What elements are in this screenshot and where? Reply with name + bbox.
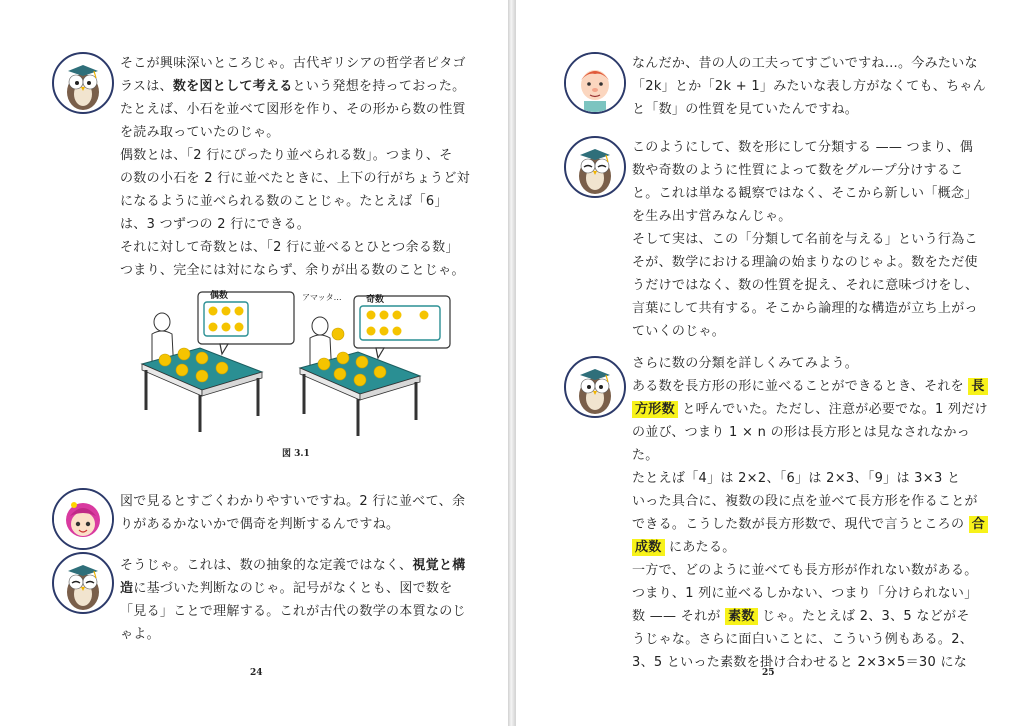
ball xyxy=(222,323,231,332)
text-line: いった具合に、複数の段に点を並べて長方形を作ることが xyxy=(632,494,978,509)
even-scene xyxy=(142,289,294,432)
owl-professor-avatar xyxy=(52,52,114,114)
text-line: りがあるかないかで偶奇を判断するんですね。 xyxy=(120,517,400,532)
text-line: うだけではなく、数の性質を捉え、それに意味づけをし、 xyxy=(632,278,979,293)
text-line: 方形数 と呼んでいた。ただし、注意が必要でな。1 列だけ xyxy=(632,398,988,421)
text-line: それに対して奇数とは、「2 行に並べるとひとつ余る数」 xyxy=(120,240,459,255)
text-line: できる。こうした数が長方形数で、現代で言うところの 合 xyxy=(632,513,988,536)
text-line: 言葉にして共有する。そこから論理的な構造が立ち上がっ xyxy=(632,301,978,316)
highlight-term: 成数 xyxy=(632,539,665,556)
text-line: ゃよ。 xyxy=(120,627,160,642)
text-line: 「2k」とか「2k + 1」みたいな表し方がなくても、ちゃん xyxy=(632,79,987,94)
text-line: 成数 にあたる。 xyxy=(632,536,988,559)
star-accent xyxy=(71,502,77,508)
figure-caption: 図 3.1 xyxy=(282,449,310,459)
text-line: つまり、完全には対にならず、余りが出る数のことじゃ。 xyxy=(120,263,465,278)
emphasis-text: 視覚と構 xyxy=(412,558,466,573)
text-line: 一方で、どのように並べても長方形が作れない数がある。 xyxy=(632,563,978,578)
text-line: を生み出す営みなんじゃ。 xyxy=(632,209,792,224)
boy-student-avatar xyxy=(564,52,626,114)
emphasis-text: 数を図として考える xyxy=(172,79,293,94)
text-line: なんだか、昔の人の工夫ってすごいですね…。今みたいな xyxy=(632,56,978,71)
highlight-term: 素数 xyxy=(725,608,758,625)
owl-icon xyxy=(54,54,112,112)
boy-icon xyxy=(566,54,624,112)
odd-label: 奇数 xyxy=(366,295,385,305)
owl-professor-avatar xyxy=(52,552,114,614)
text-line: たとえば「4」は 2×2、「6」は 2×3、「9」は 3×3 と xyxy=(632,471,961,486)
text-line: になるように並べられる数のことじゃ。たとえば「6」 xyxy=(120,194,448,209)
text-line: を読み取っていたのじゃ。 xyxy=(120,125,280,140)
right-page xyxy=(516,0,1024,726)
highlight-term: 方形数 xyxy=(632,401,678,418)
text-line: そこが興味深いところじゃ。古代ギリシアの哲学者ピタゴ xyxy=(120,56,466,71)
text-line: 数や奇数のように性質によって数をグループ分けするこ xyxy=(632,163,964,178)
owl-professor-avatar xyxy=(564,356,626,418)
even-label: 偶数 xyxy=(210,291,229,301)
owl-icon xyxy=(54,554,112,612)
ball xyxy=(222,307,231,316)
text-line: そが、数学における理論の始まりなのじゃよ。数をただ使 xyxy=(632,255,978,270)
dialog-owl-4 xyxy=(632,352,988,674)
dialog-owl-2 xyxy=(120,554,466,646)
text-line: ラスは、数を図として考えるという発想を持っておった。 xyxy=(120,79,466,94)
text-line: 図で見るとすごくわかりやすいですね。2 行に並べて、余 xyxy=(120,494,466,509)
owl-professor-avatar xyxy=(564,136,626,198)
highlight-term: 合 xyxy=(969,516,988,533)
text-line: 3、5 といった素数を掛け合わせると 2×3×5＝30 にな xyxy=(632,655,968,670)
book-gutter xyxy=(508,0,516,726)
figure-even-odd-illustration xyxy=(140,282,460,440)
dialog-girl xyxy=(120,490,465,536)
emphasis-text: 造 xyxy=(120,581,134,596)
text-line: の数の小石を 2 行に並べたときに、上下の行がちょうど対 xyxy=(120,171,470,186)
ball xyxy=(235,307,244,316)
owl-icon xyxy=(566,138,624,196)
text-line: ていくのじゃ。 xyxy=(632,324,726,339)
text-line: と。これは単なる観察ではなく、そこから新しい「概念」 xyxy=(632,186,978,201)
page-number: 25 xyxy=(762,668,775,678)
left-page xyxy=(0,0,508,726)
dialog-boy xyxy=(632,52,986,121)
dialog-owl-1 xyxy=(120,52,470,282)
text-line: このようにして、数を形にして分類する —— つまり、偶 xyxy=(632,140,974,155)
text-line: そうじゃ。これは、数の抽象的な定義ではなく、視覚と構 xyxy=(120,558,466,573)
text-line: さらに数の分類を詳しくみてみよう。 xyxy=(632,356,859,371)
text-line: 「見る」ことで理解する。これが古代の数学の本質なのじ xyxy=(120,604,466,619)
girl-student-avatar xyxy=(52,488,114,550)
ball xyxy=(209,307,218,316)
highlight-term: 長 xyxy=(968,378,987,395)
text-line: うじゃな。さらに面白いことに、こういう例もある。2、 xyxy=(632,632,974,647)
owl-icon xyxy=(566,358,624,416)
text-line: の並び、つまり 1 × n の形は長方形とは見なされなかっ xyxy=(632,425,971,440)
text-line: ある数を長方形の形に並べることができるとき、それを 長 xyxy=(632,375,988,398)
odd-bubble-tail xyxy=(376,348,384,358)
text-line: そして実は、この「分類して名前を与える」という行為こ xyxy=(632,232,978,247)
text-line: た。 xyxy=(632,448,659,463)
text-line: 造に基づいた判断なのじゃ。記号がなくとも、図で数を xyxy=(120,581,453,596)
text-line: つまり、1 列に並べるしかない、つまり「分けられない」 xyxy=(632,586,978,601)
girl-icon xyxy=(54,490,112,548)
text-line: たとえば、小石を並べて図形を作り、その形から数の性質 xyxy=(120,102,466,117)
text-line: 偶数とは、「2 行にぴったり並べられる数」。つまり、そ xyxy=(120,148,453,163)
even-bubble-tail xyxy=(220,344,228,354)
text-line: 数 —— それが 素数 じゃ。たとえば 2、3、5 などがそ xyxy=(632,609,970,624)
leftover-label: アマッタ… xyxy=(302,293,342,302)
ball xyxy=(235,323,244,332)
dialog-owl-3 xyxy=(632,136,978,343)
text-line: は、3 つずつの 2 行にできる。 xyxy=(120,217,311,232)
odd-scene xyxy=(300,293,450,436)
text-line: と「数」の性質を見ていたんですね。 xyxy=(632,102,859,117)
ball xyxy=(209,323,218,332)
page-number: 24 xyxy=(250,668,263,678)
